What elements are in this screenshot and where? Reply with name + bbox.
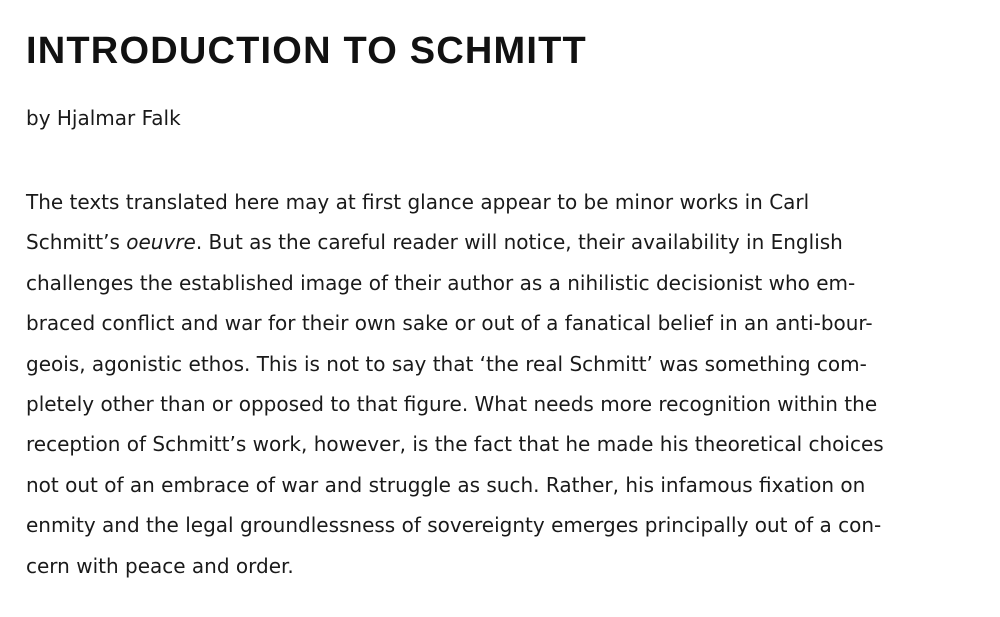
paragraph-line: braced conflict and war for their own sake or out of a fanatical belief in an anti-bour- bbox=[26, 311, 873, 336]
paragraph-line: cern with peace and order. bbox=[26, 553, 294, 578]
paragraph-line: reception of Schmitt’s work, however, is the fact that he made his theoretical choices bbox=[26, 432, 884, 457]
paragraph-line: challenges the established image of their author as a nihilistic decisionist who em- bbox=[26, 270, 856, 295]
paragraph-line: geois, agonistic ethos. This is not to say that ‘the real Schmitt’ was something com- bbox=[26, 351, 867, 376]
article-paragraph bbox=[26, 182, 976, 586]
paragraph-line: pletely other than or opposed to that figure. What needs more recognition within the bbox=[26, 392, 878, 417]
paragraph-line: Schmitt’s oeuvre. But as the careful reader will notice, their availability in English bbox=[26, 230, 843, 255]
article-byline: by Hjalmar Falk bbox=[26, 106, 181, 130]
paragraph-line: enmity and the legal groundlessness of sovereignty emerges principally out of a con- bbox=[26, 513, 882, 538]
paragraph-line: not out of an embrace of war and struggle as such. Rather, his infamous fixation on bbox=[26, 472, 866, 497]
paragraph-line: The texts translated here may at first glance appear to be minor works in Carl bbox=[26, 190, 810, 214]
article-title: INTRODUCTION TO SCHMITT bbox=[26, 30, 587, 72]
article bbox=[26, 28, 976, 586]
italic-term-oeuvre: oeuvre bbox=[126, 230, 196, 255]
